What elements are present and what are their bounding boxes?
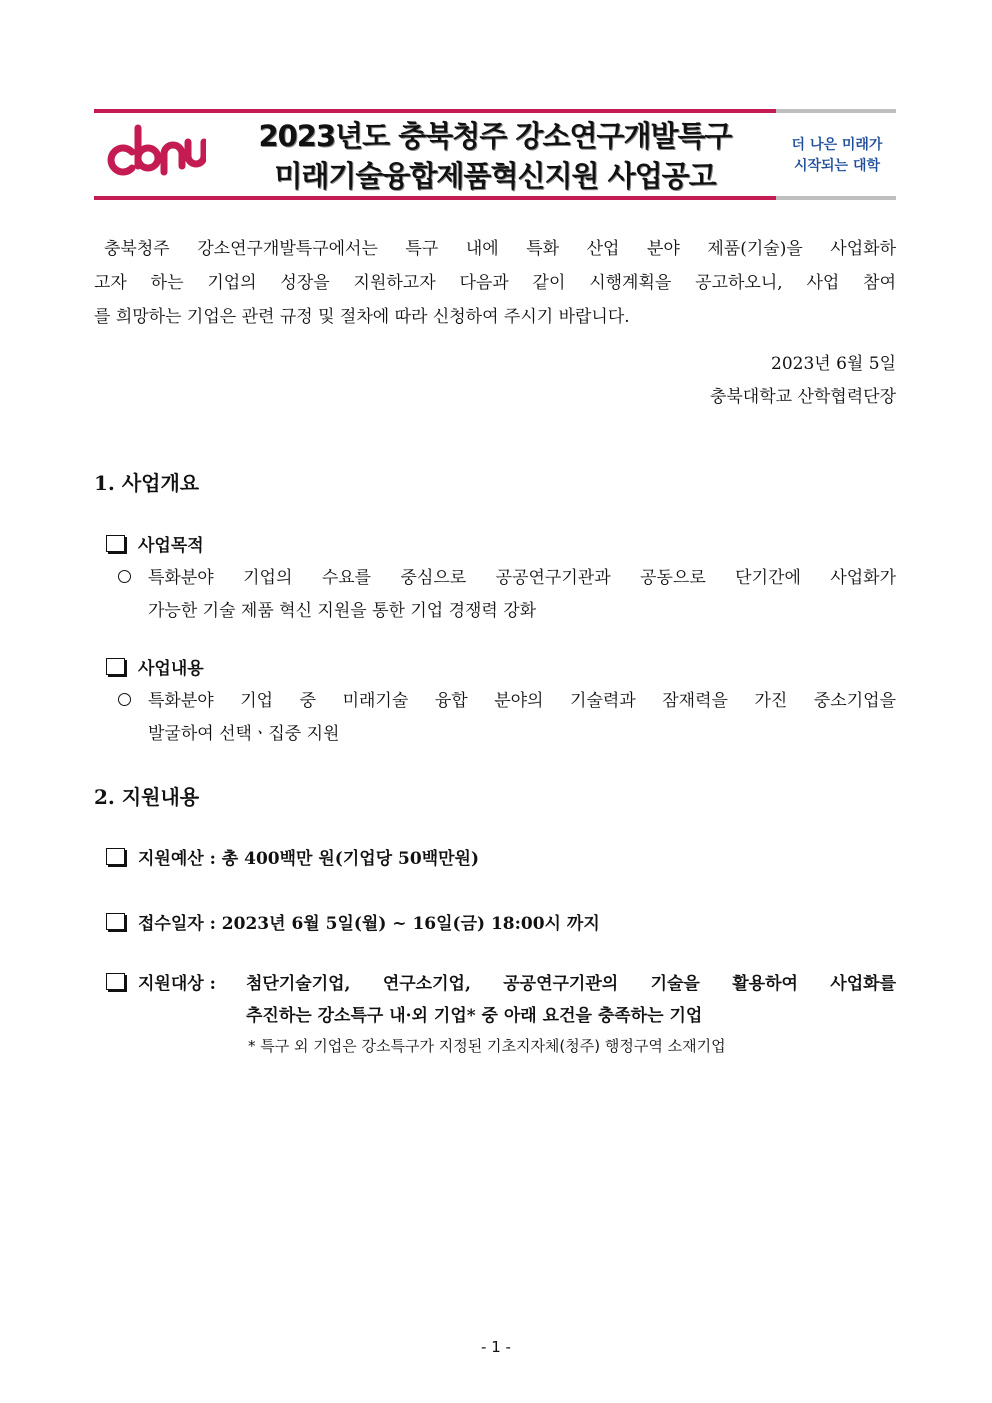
issuer-name: 충북대학교 산학협력단장 [709,387,896,407]
checkbox-icon [106,658,125,675]
target-line-1: 첨단기술기업, 연구소기업, 공공연구기관의 기술을 활용하여 사업화를 [246,974,896,994]
target-footnote: * 특구 외 기업은 강소특구가 지정된 기초지자체(청주) 행정구역 소재기업 [248,1037,726,1055]
checkbox-icon [106,973,125,990]
target-line-2: 추진하는 강소특구 내·외 기업* 중 아래 요건을 충족하는 기업 [246,1006,703,1026]
bullet-circle-icon [118,693,131,706]
period-line: 접수일자 : 2023년 6월 5일(월) ~ 16일(금) 18:00시 까지 [138,914,600,934]
intro-line-1: 충북청주 강소연구개발특구에서는 특구 내에 특화 산업 분야 제품(기술)을 사업화하 [104,239,896,259]
content-title: 사업내용 [138,659,204,679]
header-bottom-rule-gray [776,196,896,200]
header-top-rule-gray [776,109,896,113]
slogan-line2: 시작되는 대학 [793,158,881,174]
announcement-date: 2023년 6월 5일 [771,354,896,374]
intro-line-3: 를 희망하는 기업은 관련 규정 및 절차에 따라 신청하여 주시기 바랍니다. [94,307,630,327]
document-title-line1: 2023년도 충북청주 강소연구개발특구 [258,119,732,153]
checkbox-icon [106,535,125,552]
checkbox-icon [106,848,125,865]
document-title-line2: 미래기술융합제품혁신지원 사업공고 [274,159,716,193]
purpose-line-2: 가능한 기술 제품 혁신 지원을 통한 기업 경쟁력 강화 [148,601,537,621]
page-number: - 1 - [481,1338,511,1356]
budget-line: 지원예산 : 총 400백만 원(기업당 50백만원) [138,849,480,869]
content-line-1: 특화분야 기업 중 미래기술 융합 분야의 기술력과 잠재력을 가진 중소기업을 [148,691,896,711]
purpose-line-1: 특화분야 기업의 수요를 중심으로 공공연구기관과 공동으로 단기간에 사업화가 [148,568,896,588]
section2-heading: 2. 지원내용 [94,785,200,809]
slogan-line1: 더 나은 미래가 [791,137,883,153]
intro-line-2: 고자 하는 기업의 성장을 지원하고자 다음과 같이 시행계획을 공고하오니, 사업 참여 [94,273,896,293]
checkbox-icon [106,913,125,930]
purpose-title: 사업목적 [138,536,204,556]
cbnu-logo [104,122,206,186]
target-label: 지원대상 : [138,974,216,994]
intro-paragraph [94,232,896,334]
section1-heading: 1. 사업개요 [94,471,200,495]
content-line-2: 발굴하여 선택ㆍ집중 지원 [148,724,340,744]
bullet-circle-icon [118,570,131,583]
